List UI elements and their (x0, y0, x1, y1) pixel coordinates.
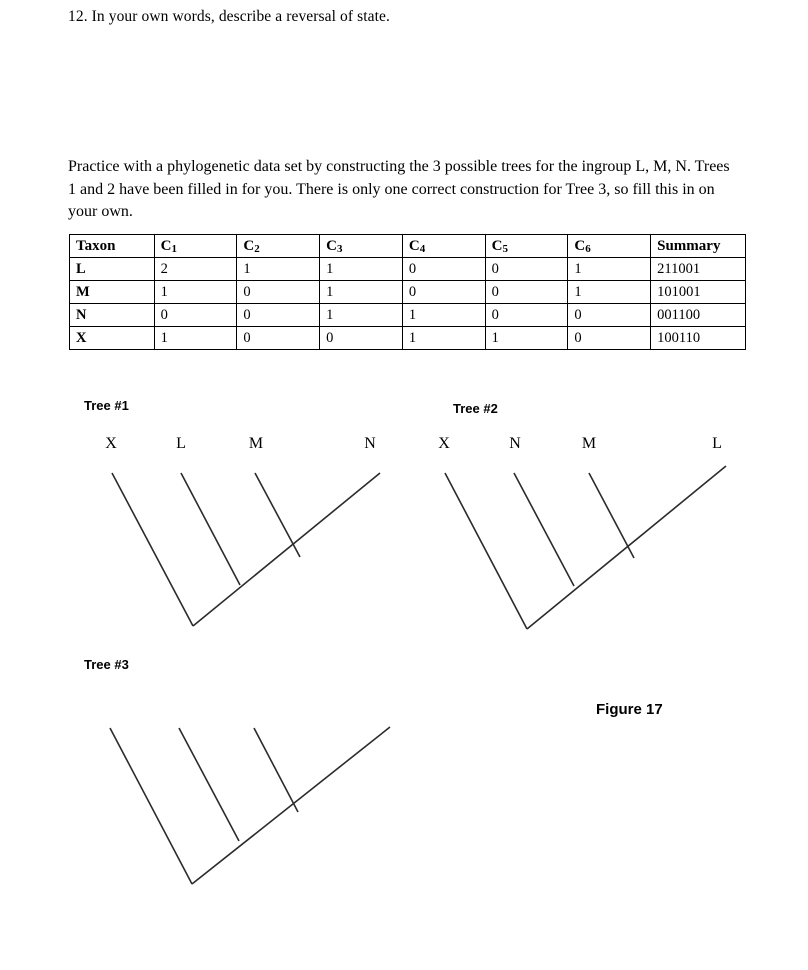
tree-2-branches (445, 466, 726, 629)
tree-1-branches (112, 473, 380, 626)
col-header-c6: C6 (568, 235, 651, 258)
tree-1-tip-l: L (176, 435, 186, 452)
cell-summary: 100110 (651, 327, 746, 350)
cell-c1: 1 (154, 327, 237, 350)
tree-3-label: Tree #3 (84, 657, 129, 672)
col-header-taxon: Taxon (70, 235, 155, 258)
table-row (70, 258, 746, 281)
cell-c1: 0 (154, 304, 237, 327)
instructions-paragraph: Practice with a phylogenetic data set by constructing the 3 possible trees for the ingroup L, M, N. Trees 1 and 2 have been filled in for you. There is only one correct construction for Tree 3, so fill this in on your own. (68, 158, 730, 221)
col-header-summary: Summary (651, 235, 746, 258)
tree-2-label: Tree #2 (453, 401, 498, 416)
cell-summary: 001100 (651, 304, 746, 327)
cell-c3: 1 (320, 281, 403, 304)
col-header-c4: C4 (402, 235, 485, 258)
tree-2-tip-x: X (438, 435, 450, 452)
cell-c4: 1 (402, 327, 485, 350)
cell-taxon: X (70, 327, 155, 350)
character-matrix-table (69, 234, 746, 350)
cell-c2: 1 (237, 258, 320, 281)
cell-taxon: M (70, 281, 155, 304)
table-row (70, 327, 746, 350)
tree-2-tip-n: N (509, 435, 521, 452)
cell-c3: 0 (320, 327, 403, 350)
cell-c6: 0 (568, 327, 651, 350)
cell-summary: 101001 (651, 281, 746, 304)
col-header-c2: C2 (237, 235, 320, 258)
question-12-text: 12. In your own words, describe a reversal of state. (68, 8, 390, 25)
cell-c5: 0 (485, 258, 568, 281)
cell-c4: 0 (402, 281, 485, 304)
tree-2-tip-l: L (712, 435, 722, 452)
cell-c2: 0 (237, 327, 320, 350)
cell-c6: 1 (568, 258, 651, 281)
col-header-c1: C1 (154, 235, 237, 258)
col-header-c5: C5 (485, 235, 568, 258)
table-row (70, 281, 746, 304)
figure-caption: Figure 17 (596, 701, 663, 718)
tree-1-tip-x: X (105, 435, 117, 452)
cell-summary: 211001 (651, 258, 746, 281)
tree-1-label: Tree #1 (84, 398, 129, 413)
cell-c6: 1 (568, 281, 651, 304)
cell-c3: 1 (320, 258, 403, 281)
cell-c3: 1 (320, 304, 403, 327)
cell-c1: 1 (154, 281, 237, 304)
cell-c1: 2 (154, 258, 237, 281)
col-header-c3: C3 (320, 235, 403, 258)
cell-c4: 1 (402, 304, 485, 327)
cell-c5: 1 (485, 327, 568, 350)
tree-1-tip-n: N (364, 435, 376, 452)
table-row (70, 304, 746, 327)
cell-c6: 0 (568, 304, 651, 327)
cell-taxon: N (70, 304, 155, 327)
tree-2-tip-m: M (581, 435, 597, 452)
cell-c5: 0 (485, 281, 568, 304)
cell-c5: 0 (485, 304, 568, 327)
table-header-row (70, 235, 746, 258)
cell-c2: 0 (237, 281, 320, 304)
cell-taxon: L (70, 258, 155, 281)
cell-c4: 0 (402, 258, 485, 281)
tree-1-tip-m: M (248, 435, 264, 452)
cell-c2: 0 (237, 304, 320, 327)
tree-3-branches (110, 727, 390, 884)
